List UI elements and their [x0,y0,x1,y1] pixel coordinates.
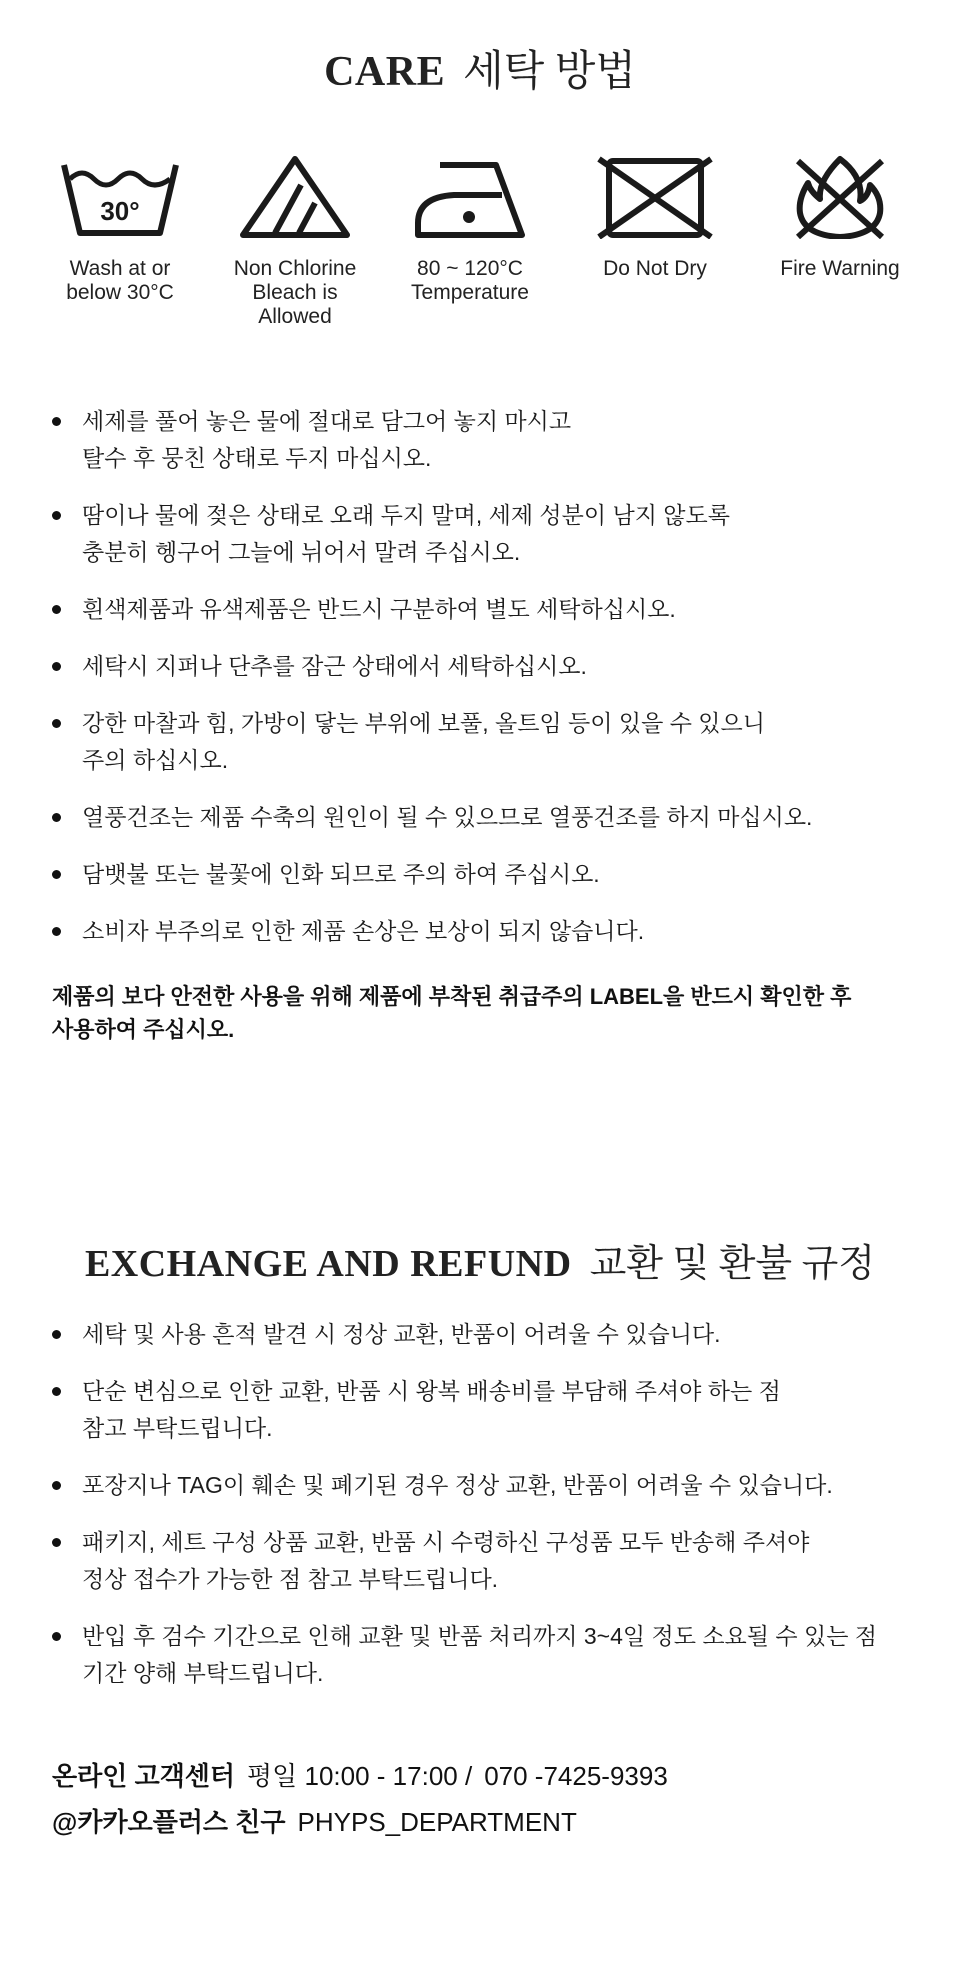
care-title-en: CARE [324,49,446,95]
list-item: 포장지나 TAG이 훼손 및 폐기된 경우 정상 교환, 반품이 어려울 수 있습니다. [52,1467,932,1504]
list-item: 세탁시 지퍼나 단추를 잠근 상태에서 세탁하십시오. [52,648,932,685]
care-item-bleach [205,155,385,329]
customer-center-line [52,1756,932,1793]
care-item-dry [565,155,745,281]
list-item: 세탁 및 사용 흔적 발견 시 정상 교환, 반품이 어려울 수 있습니다. [52,1316,932,1353]
care-label-fire-text: Fire Warning [780,257,900,280]
care-symbols-row [30,155,930,355]
care-label-iron-text: 80 ~ 120°C Temperature [411,257,529,304]
list-item: 패키지, 세트 구성 상품 교환, 반품 시 수령하신 구성품 모두 반송해 주셔야 정상 접수가 가능한 점 참고 부탁드립니다. [52,1524,932,1598]
fire-warning-icon [780,155,900,239]
list-item: 강한 마찰과 힘, 가방이 닿는 부위에 보풀, 올트임 등이 있을 수 있으니 주의 하십시오. [52,705,932,779]
exchange-title-ko: 교환 및 환불 규정 [589,1243,876,1285]
list-item: 단순 변심으로 인한 교환, 반품 시 왕복 배송비를 부담해 주셔야 하는 점 참고 부탁드립니다. [52,1373,932,1447]
list-item: 담뱃불 또는 불꽃에 인화 되므로 주의 하여 주십시오. [52,856,932,893]
care-item-wash [30,155,210,305]
do-not-dry-icon [595,155,715,239]
care-label-dry-text: Do Not Dry [603,257,707,280]
exchange-title [0,1232,960,1287]
list-item: 땀이나 물에 젖은 상태로 오래 두지 말며, 세제 성분이 남지 않도록 충분히 헹구어 그늘에 뉘어서 말려 주십시오. [52,497,932,571]
list-item: 세제를 풀어 놓은 물에 절대로 담그어 놓지 마시고 탈수 후 뭉친 상태로 두지 마십시오. [52,403,932,477]
care-label-dry [565,257,745,281]
non-chlorine-bleach-icon [235,155,355,239]
wash-temp-text: 30° [100,196,140,226]
care-label-bleach [205,257,385,329]
kakao-label: @카카오플러스 친구 [52,1807,286,1837]
iron-medium-icon [410,155,530,239]
kakao-id[interactable]: PHYPS_DEPARTMENT [297,1807,577,1837]
list-item: 열풍건조는 제품 수축의 원인이 될 수 있으므로 열풍건조를 하지 마십시오. [52,799,932,836]
wash-30-icon [60,155,180,239]
care-title-ko: 세탁 방법 [463,49,636,95]
customer-center-label: 온라인 고객센터 [52,1761,236,1791]
list-item: 반입 후 검수 기간으로 인해 교환 및 반품 처리까지 3~4일 정도 소요될 수 있는 점 기간 양해 부탁드립니다. [52,1618,932,1692]
exchange-policy-list [52,1316,932,1712]
care-item-fire [750,155,930,281]
phone-number[interactable]: 070 -7425-9393 [484,1761,668,1791]
care-title [0,38,960,98]
exchange-title-en: EXCHANGE AND REFUND [84,1243,572,1285]
care-label-wash [30,257,210,305]
care-item-iron [380,155,560,305]
list-item: 흰색제품과 유색제품은 반드시 구분하여 별도 세탁하십시오. [52,591,932,628]
care-notice: 제품의 보다 안전한 사용을 위해 제품에 부착된 취급주의 LABEL을 반드시 확인한 후 사용하여 주십시오. [52,984,852,1042]
care-label-fire [750,257,930,281]
list-item: 소비자 부주의로 인한 제품 손상은 보상이 되지 않습니다. [52,913,932,950]
business-hours: 평일 10:00 - 17:00 / [247,1761,473,1791]
kakao-line [52,1802,932,1839]
care-label-iron [380,257,560,305]
care-instructions-list [52,403,932,970]
care-label-wash-text: Wash at or below 30°C [66,257,174,304]
care-label-bleach-text: Non Chlorine Bleach is Allowed [233,257,357,328]
